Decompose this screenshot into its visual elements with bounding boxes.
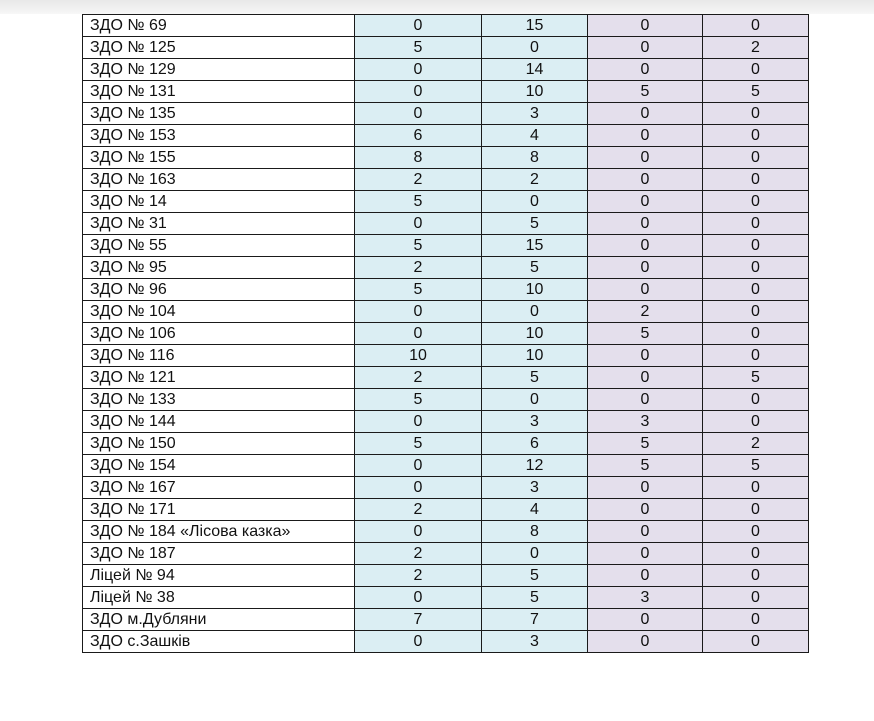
table-body [83, 15, 809, 653]
table-row [83, 147, 809, 169]
table-row [83, 169, 809, 191]
value-cell-col2: 0 [482, 543, 588, 565]
value-cell-col1: 5 [355, 235, 482, 257]
value-cell-col4: 0 [703, 565, 809, 587]
table-row [83, 587, 809, 609]
value-cell-col3: 0 [588, 477, 703, 499]
value-cell-col4: 0 [703, 323, 809, 345]
value-cell-col2: 3 [482, 103, 588, 125]
value-cell-col4: 2 [703, 37, 809, 59]
value-cell-col1: 5 [355, 389, 482, 411]
value-cell-col4: 0 [703, 125, 809, 147]
value-cell-col4: 0 [703, 477, 809, 499]
value-cell-col1: 0 [355, 477, 482, 499]
institution-name-cell: ЗДО № 155 [83, 147, 355, 169]
institution-name-cell: ЗДО № 187 [83, 543, 355, 565]
institution-name-cell: ЗДО м.Дубляни [83, 609, 355, 631]
value-cell-col3: 0 [588, 257, 703, 279]
value-cell-col4: 0 [703, 631, 809, 653]
value-cell-col4: 0 [703, 499, 809, 521]
table-row [83, 543, 809, 565]
value-cell-col2: 5 [482, 367, 588, 389]
value-cell-col3: 0 [588, 521, 703, 543]
table-row [83, 301, 809, 323]
value-cell-col4: 0 [703, 213, 809, 235]
table-row [83, 81, 809, 103]
value-cell-col2: 14 [482, 59, 588, 81]
value-cell-col2: 5 [482, 565, 588, 587]
value-cell-col2: 5 [482, 587, 588, 609]
institution-name-cell: Ліцей № 38 [83, 587, 355, 609]
value-cell-col1: 0 [355, 213, 482, 235]
value-cell-col3: 5 [588, 455, 703, 477]
value-cell-col2: 5 [482, 213, 588, 235]
value-cell-col1: 2 [355, 543, 482, 565]
value-cell-col3: 3 [588, 411, 703, 433]
institution-name-cell: ЗДО № 95 [83, 257, 355, 279]
value-cell-col2: 0 [482, 389, 588, 411]
value-cell-col3: 0 [588, 631, 703, 653]
value-cell-col4: 0 [703, 345, 809, 367]
institution-name-cell: ЗДО № 116 [83, 345, 355, 367]
table-row [83, 235, 809, 257]
value-cell-col3: 0 [588, 543, 703, 565]
value-cell-col4: 2 [703, 433, 809, 455]
value-cell-col4: 5 [703, 367, 809, 389]
value-cell-col4: 0 [703, 235, 809, 257]
value-cell-col2: 2 [482, 169, 588, 191]
table-row [83, 433, 809, 455]
value-cell-col3: 0 [588, 169, 703, 191]
table-row [83, 125, 809, 147]
institution-name-cell: ЗДО № 171 [83, 499, 355, 521]
value-cell-col2: 4 [482, 499, 588, 521]
table-row [83, 455, 809, 477]
value-cell-col1: 0 [355, 15, 482, 37]
value-cell-col3: 0 [588, 59, 703, 81]
value-cell-col4: 0 [703, 15, 809, 37]
institution-name-cell: ЗДО № 150 [83, 433, 355, 455]
value-cell-col3: 0 [588, 499, 703, 521]
table-row [83, 389, 809, 411]
value-cell-col2: 8 [482, 147, 588, 169]
value-cell-col2: 7 [482, 609, 588, 631]
institution-name-cell: ЗДО № 167 [83, 477, 355, 499]
value-cell-col4: 0 [703, 59, 809, 81]
table-row [83, 15, 809, 37]
institution-name-cell: ЗДО № 154 [83, 455, 355, 477]
document-page [82, 14, 809, 653]
value-cell-col1: 5 [355, 279, 482, 301]
value-cell-col3: 0 [588, 191, 703, 213]
value-cell-col3: 0 [588, 279, 703, 301]
value-cell-col3: 0 [588, 147, 703, 169]
value-cell-col3: 5 [588, 433, 703, 455]
table-row [83, 37, 809, 59]
value-cell-col2: 0 [482, 37, 588, 59]
table-row [83, 279, 809, 301]
table-row [83, 609, 809, 631]
value-cell-col1: 2 [355, 565, 482, 587]
value-cell-col1: 8 [355, 147, 482, 169]
value-cell-col4: 0 [703, 279, 809, 301]
value-cell-col2: 10 [482, 279, 588, 301]
value-cell-col3: 0 [588, 213, 703, 235]
value-cell-col4: 0 [703, 257, 809, 279]
value-cell-col4: 0 [703, 191, 809, 213]
value-cell-col2: 0 [482, 191, 588, 213]
value-cell-col3: 5 [588, 81, 703, 103]
value-cell-col1: 2 [355, 257, 482, 279]
value-cell-col2: 3 [482, 411, 588, 433]
value-cell-col4: 5 [703, 81, 809, 103]
value-cell-col4: 0 [703, 389, 809, 411]
institution-name-cell: ЗДО № 69 [83, 15, 355, 37]
value-cell-col4: 0 [703, 147, 809, 169]
value-cell-col2: 3 [482, 477, 588, 499]
value-cell-col1: 2 [355, 367, 482, 389]
table-row [83, 345, 809, 367]
value-cell-col4: 0 [703, 543, 809, 565]
institution-name-cell: ЗДО № 184 «Лісова казка» [83, 521, 355, 543]
table-row [83, 191, 809, 213]
table-row [83, 499, 809, 521]
institution-name-cell: ЗДО № 163 [83, 169, 355, 191]
value-cell-col2: 5 [482, 257, 588, 279]
institution-name-cell: ЗДО № 125 [83, 37, 355, 59]
table-row [83, 213, 809, 235]
institution-name-cell: ЗДО № 129 [83, 59, 355, 81]
value-cell-col1: 0 [355, 301, 482, 323]
value-cell-col2: 3 [482, 631, 588, 653]
value-cell-col1: 2 [355, 169, 482, 191]
value-cell-col3: 2 [588, 301, 703, 323]
institution-name-cell: ЗДО № 133 [83, 389, 355, 411]
value-cell-col1: 6 [355, 125, 482, 147]
value-cell-col1: 2 [355, 499, 482, 521]
value-cell-col3: 0 [588, 609, 703, 631]
table-row [83, 323, 809, 345]
value-cell-col1: 5 [355, 37, 482, 59]
value-cell-col2: 0 [482, 301, 588, 323]
viewer-top-bar [0, 0, 874, 14]
value-cell-col3: 0 [588, 37, 703, 59]
institution-name-cell: ЗДО № 144 [83, 411, 355, 433]
value-cell-col1: 0 [355, 59, 482, 81]
institution-name-cell: ЗДО № 55 [83, 235, 355, 257]
table-row [83, 521, 809, 543]
value-cell-col3: 0 [588, 565, 703, 587]
value-cell-col3: 5 [588, 323, 703, 345]
institution-name-cell: ЗДО № 135 [83, 103, 355, 125]
value-cell-col1: 0 [355, 631, 482, 653]
institution-name-cell: ЗДО № 96 [83, 279, 355, 301]
value-cell-col1: 0 [355, 587, 482, 609]
value-cell-col3: 3 [588, 587, 703, 609]
institution-name-cell: ЗДО № 31 [83, 213, 355, 235]
institution-name-cell: Ліцей № 94 [83, 565, 355, 587]
value-cell-col2: 10 [482, 345, 588, 367]
value-cell-col2: 4 [482, 125, 588, 147]
value-cell-col4: 0 [703, 609, 809, 631]
value-cell-col3: 0 [588, 389, 703, 411]
value-cell-col4: 0 [703, 521, 809, 543]
value-cell-col1: 5 [355, 433, 482, 455]
value-cell-col1: 0 [355, 521, 482, 543]
institution-name-cell: ЗДО с.Зашків [83, 631, 355, 653]
value-cell-col4: 0 [703, 587, 809, 609]
institution-name-cell: ЗДО № 104 [83, 301, 355, 323]
value-cell-col4: 0 [703, 301, 809, 323]
value-cell-col2: 10 [482, 81, 588, 103]
institution-name-cell: ЗДО № 121 [83, 367, 355, 389]
value-cell-col1: 0 [355, 411, 482, 433]
table-row [83, 477, 809, 499]
value-cell-col1: 10 [355, 345, 482, 367]
value-cell-col3: 0 [588, 15, 703, 37]
value-cell-col2: 15 [482, 235, 588, 257]
table-row [83, 565, 809, 587]
table-row [83, 257, 809, 279]
value-cell-col2: 8 [482, 521, 588, 543]
value-cell-col3: 0 [588, 367, 703, 389]
institution-name-cell: ЗДО № 106 [83, 323, 355, 345]
value-cell-col4: 0 [703, 411, 809, 433]
value-cell-col3: 0 [588, 235, 703, 257]
table-row [83, 103, 809, 125]
institution-name-cell: ЗДО № 153 [83, 125, 355, 147]
value-cell-col2: 15 [482, 15, 588, 37]
value-cell-col3: 0 [588, 103, 703, 125]
value-cell-col4: 0 [703, 103, 809, 125]
table-row [83, 367, 809, 389]
value-cell-col2: 10 [482, 323, 588, 345]
table-row [83, 631, 809, 653]
table-row [83, 59, 809, 81]
value-cell-col3: 0 [588, 345, 703, 367]
value-cell-col1: 0 [355, 81, 482, 103]
value-cell-col1: 7 [355, 609, 482, 631]
value-cell-col3: 0 [588, 125, 703, 147]
institutions-table [82, 14, 809, 653]
value-cell-col2: 12 [482, 455, 588, 477]
value-cell-col1: 0 [355, 323, 482, 345]
table-row [83, 411, 809, 433]
value-cell-col4: 0 [703, 169, 809, 191]
institution-name-cell: ЗДО № 131 [83, 81, 355, 103]
value-cell-col2: 6 [482, 433, 588, 455]
value-cell-col1: 5 [355, 191, 482, 213]
value-cell-col4: 5 [703, 455, 809, 477]
value-cell-col1: 0 [355, 455, 482, 477]
value-cell-col1: 0 [355, 103, 482, 125]
institution-name-cell: ЗДО № 14 [83, 191, 355, 213]
